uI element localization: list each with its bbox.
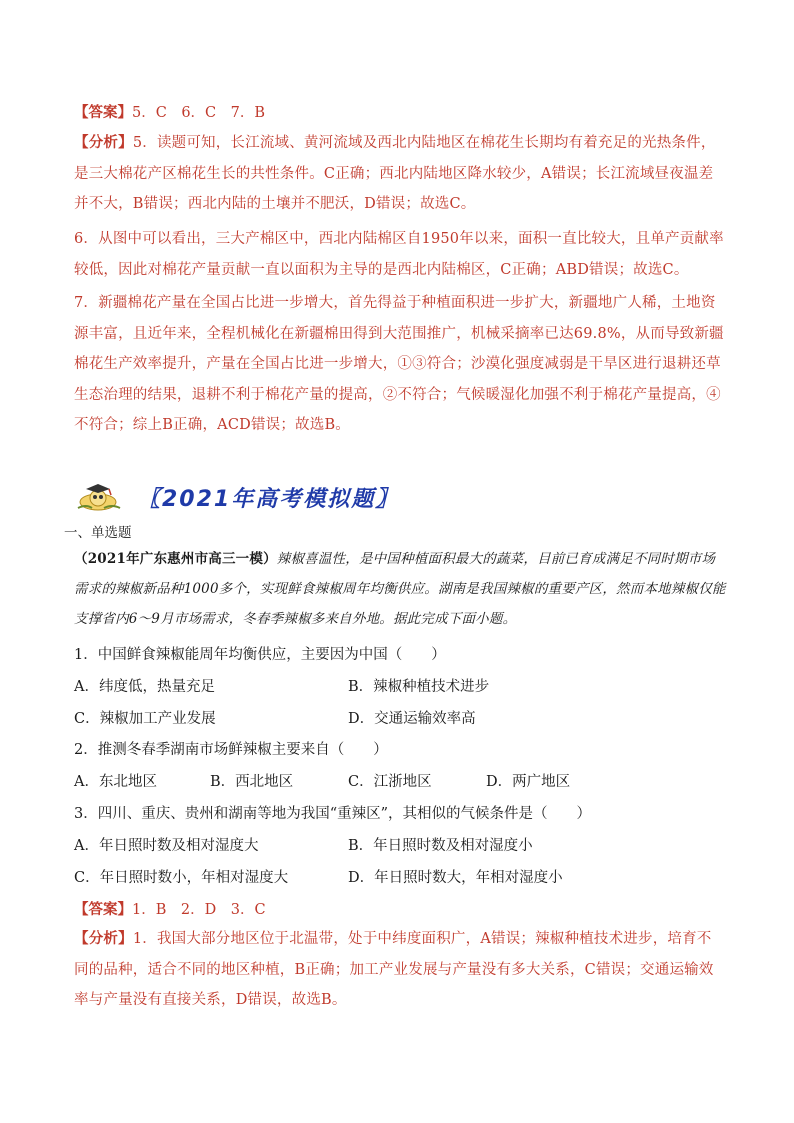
q2-option-d: D．两广地区: [486, 774, 571, 790]
analysis-paragraph-5: [74, 128, 724, 220]
answer-line-1: [74, 101, 265, 122]
answer-tag: 【答案】: [74, 104, 132, 121]
answer-tag-2: 【答案】: [74, 901, 132, 918]
analysis-text-1: 1．我国大部分地区位于北温带，处于中纬度面积广，A错误；辣椒种植技术进步，培育不同的品种，适合不同的地区种植，B正确；加工产业发展与产量没有多大关系，C错误；交通运输效率与产量没有直接关系，D错误，故选B。: [74, 931, 714, 1008]
q3-option-a: A．年日照时数及相对湿度大: [74, 838, 259, 854]
analysis-paragraph-1: [74, 924, 724, 1016]
question-3-stem: 3．四川、重庆、贵州和湖南等地为我国“重辣区”，其相似的气候条件是（ ）: [74, 806, 592, 822]
q3-option-c: C．年日照时数小，年相对湿度大: [74, 870, 289, 886]
answer-line-2: [74, 898, 266, 919]
analysis-tag-2: 【分析】: [74, 930, 133, 947]
analysis-paragraph-6: 6．从图中可以看出，三大产棉区中，西北内陆棉区自1950年以来，面积一直比较大，且单产贡献率较低，因此对棉花产量贡献一直以面积为主导的是西北内陆棉区，C正确；ABD错误；故选C。: [74, 231, 724, 278]
q1-option-c: C．辣椒加工产业发展: [74, 711, 216, 727]
analysis-paragraph-7: 7．新疆棉花产量在全国占比进一步增大，首先得益于种植面积进一步扩大，新疆地广人稀，土地资源丰富，且近年来，全程机械化在新疆棉田得到大范围推广，机械采摘率已达69.8%，从而导致新疆棉花生产效率提升，产量在全国占比进一步增大，①③符合；沙漠化强度减弱是干旱区进行退耕还草生态治理的结果，退耕不利于棉花产量的提高，②不符合；气候暖湿化加强不利于棉花产量提高，④不符合；综上B正确，ACD错误；故选B。: [74, 295, 724, 433]
q2-option-b: B．西北地区: [210, 774, 294, 790]
passage-source: （2021年广东惠州市高三一模）: [74, 551, 277, 567]
question-1-stem: 1．中国鲜食辣椒能周年均衡供应，主要因为中国（ ）: [74, 647, 446, 663]
section-banner-title: 〖2021年高考模拟题〗: [138, 487, 400, 512]
graduate-owl-icon: [76, 482, 122, 512]
q2-option-a: A．东北地区: [74, 774, 157, 790]
analysis-tag: 【分析】: [74, 134, 133, 151]
passage-text: 辣椒喜温性，是中国种植面积最大的蔬菜，目前已育成满足不同时期市场需求的辣椒新品种1000多个，实现鲜食辣椒周年均衡供应。湖南是我国辣椒的重要产区，然而本地辣椒仅能支撑省内6～9月市场需求，冬春季辣椒多来自外地。据此完成下面小题。: [74, 551, 726, 627]
passage: [74, 544, 726, 634]
analysis-text-5: 5．读题可知，长江流域、黄河流域及西北内陆地区在棉花生长期均有着充足的光热条件，是三大棉花产区棉花生长的共性条件。C正确；西北内陆地区降水较少，A错误；长江流域昼夜温差并不大，B错误；西北内陆的土壤并不肥沃，D错误；故选C。: [74, 135, 716, 212]
q3-option-b: B．年日照时数及相对湿度小: [348, 838, 533, 854]
q3-option-d: D．年日照时数大，年相对湿度小: [348, 870, 563, 886]
q1-option-b: B．辣椒种植技术进步: [348, 679, 490, 695]
q2-option-c: C．江浙地区: [348, 774, 432, 790]
q1-option-a: A．纬度低，热量充足: [74, 679, 215, 695]
answer-text: 5．C 6．C 7．B: [132, 105, 266, 121]
q1-option-d: D．交通运输效率高: [348, 711, 476, 727]
question-2-stem: 2．推测冬春季湖南市场鲜辣椒主要来自（ ）: [74, 742, 388, 758]
answer-text-2: 1．B 2．D 3．C: [132, 902, 266, 918]
section-type-label: 一、单选题: [64, 525, 132, 541]
